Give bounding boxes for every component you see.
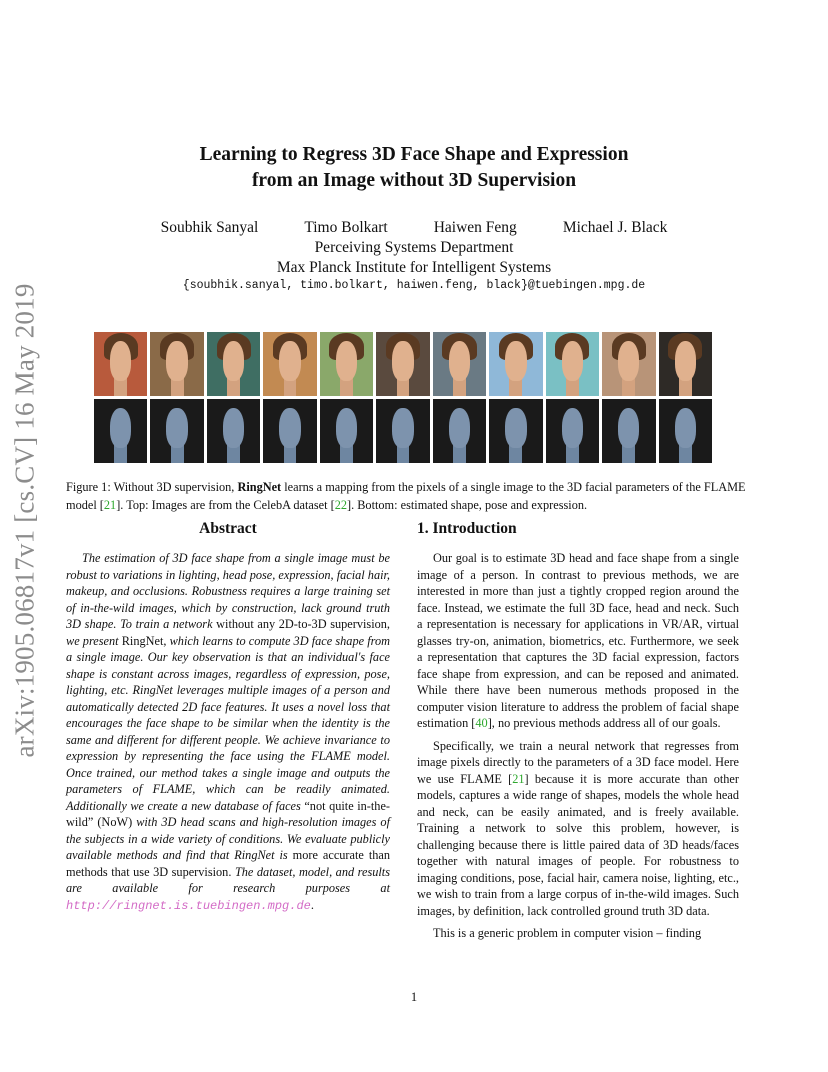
citation-link[interactable]: 22: [334, 497, 347, 512]
face-photo: [659, 332, 712, 396]
citation-link[interactable]: 21: [512, 771, 525, 786]
abstract-column: [66, 520, 390, 914]
introduction-column: [417, 520, 739, 942]
author-list: [0, 219, 828, 237]
face-photo: [150, 332, 203, 396]
face-mesh-render: [659, 399, 712, 463]
face-mesh-render: [602, 399, 655, 463]
author-name: Michael J. Black: [562, 219, 668, 236]
intro-paragraph: Our goal is to estimate 3D head and face shape from a single image of a person. In contrast to previous methods, we are interested in more than just a tightly cropped region around the face. Instead, we estimate the full 3D face, head and neck. Such a representation is necessary for applications in VR/AR, virtual glasses try-on, animation, biometrics, etc. Furthermore, we seek a representation that captures the 3D facial expression, factors face shape from expression, and can be reposed and animated. While there have been numerous methods proposed in the computer vision literature to address the problem of facial shape estimation [40], no previous methods address all of our goals.: [417, 551, 739, 730]
face-mesh-render: [207, 399, 260, 463]
title-line-2: from an Image without 3D Supervision: [251, 170, 577, 191]
face-photo: [320, 332, 373, 396]
face-photo: [546, 332, 599, 396]
author-emails: {soubhik.sanyal, timo.bolkart, haiwen.feng, black}@tuebingen.mpg.de: [182, 279, 646, 292]
face-mesh-render: [376, 399, 429, 463]
face-photo: [263, 332, 316, 396]
affiliation-institute: Max Planck Institute for Intelligent Systems: [276, 259, 552, 276]
abstract-text: The estimation of 3D face shape from a single image must be robust to variations in lighting, head pose, expression, facial hair, makeup, and occlusions. Robustness requires a large training set of in-the-wild images, which by construction, lack ground truth 3D shape. To train a network without any 2D-to-3D supervision, we present RingNet, which learns to compute 3D face shape from a single image. Our key observation is that an individual's face shape is constant across images, regardless of expression, pose, lighting, etc. RingNet leverages multiple images of a person and automatically detected 2D face features. It uses a novel loss that encourages the face shape to be similar when the identity is the same and different for different people. We achieve invariance to expression by representing the face using the FLAME model. Once trained, our method takes a single image and outputs the parameters of FLAME, which can be readily animated. Additionally we create a new database of faces “not quite in-the-wild” (NoW) with 3D head scans and high-resolution images of the subjects in a wide variety of conditions. We evaluate publicly available methods and find that RingNet is more accurate than methods that use 3D supervision. The dataset, model, and results are available for research purposes at http://ringnet.is.tuebingen.mpg.de.: [66, 551, 391, 913]
face-mesh-render: [546, 399, 599, 463]
arxiv-sidebar: [0, 275, 50, 765]
introduction-heading: 1. Introduction: [417, 520, 517, 537]
caption-ringnet: RingNet: [237, 480, 282, 494]
face-photo: [376, 332, 429, 396]
face-photo: [433, 332, 486, 396]
author-name: Haiwen Feng: [433, 219, 517, 236]
face-mesh-render: [150, 399, 203, 463]
face-photo: [207, 332, 260, 396]
face-mesh-render: [433, 399, 486, 463]
face-mesh-render: [94, 399, 147, 463]
face-photo: [94, 332, 147, 396]
face-mesh-render: [263, 399, 316, 463]
intro-paragraph: This is a generic problem in computer vision – finding: [433, 926, 702, 940]
figure-1: [94, 332, 712, 464]
figure-caption: Figure 1: Without 3D supervision, RingNet learns a mapping from the pixels of a single image to the 3D facial parameters of the FLAME model [21]. Top: Images are from the CelebA dataset [22]. Bottom: estimated shape, pose and expression.: [66, 480, 746, 512]
title-line-1: Learning to Regress 3D Face Shape and Expression: [199, 144, 629, 165]
face-photo: [602, 332, 655, 396]
face-mesh-render: [489, 399, 542, 463]
author-name: Timo Bolkart: [304, 219, 388, 236]
face-mesh-render: [320, 399, 373, 463]
abstract-heading: Abstract: [199, 520, 257, 537]
citation-link[interactable]: 40: [475, 716, 488, 730]
figure-mesh-row: [94, 399, 712, 463]
arxiv-identifier: arXiv:1905.06817v1 [cs.CV] 16 May 2019: [9, 282, 40, 758]
figure-photo-row: [94, 332, 712, 396]
author-name: Soubhik Sanyal: [160, 219, 259, 236]
face-photo: [489, 332, 542, 396]
intro-paragraph: Specifically, we train a neural network that regresses from image pixels directly to the parameters of a 3D face model. Here we use FLAME [21] because it is more accurate than other models, captures a wide range of shapes, models the whole head and neck, can be easily animated, and is freely available. Training a network to solve this problem, however, is challenging because there is little paired data of 3D heads/faces together with natural images of people. For robustness to imaging conditions, pose, facial hair, camera noise, lighting, etc., we wish to train from a large corpus of in-the-wild images. Such images, by definition, lack controlled ground truth 3D data.: [417, 738, 739, 918]
paper-title: [0, 142, 828, 194]
citation-link[interactable]: 21: [103, 497, 117, 512]
page-number: 1: [410, 990, 418, 1004]
affiliation-department: Perceiving Systems Department: [314, 239, 514, 256]
project-url-link[interactable]: http://ringnet.is.tuebingen.mpg.de: [66, 898, 311, 913]
